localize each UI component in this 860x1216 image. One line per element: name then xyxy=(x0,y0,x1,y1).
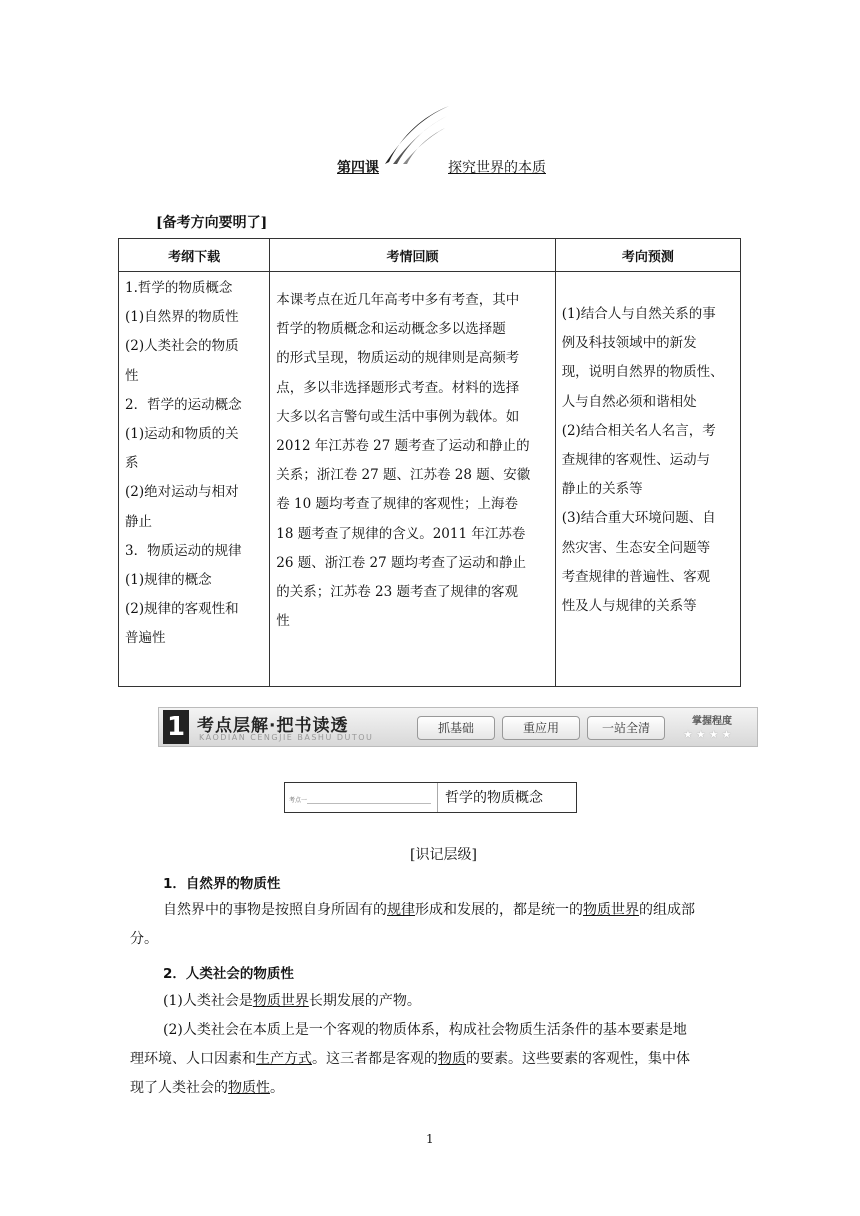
paragraph-3-line-3 xyxy=(130,1074,284,1103)
paragraph-1-cont: 分。 xyxy=(130,931,158,947)
text: (1)人类社会是 xyxy=(163,993,253,1009)
cell-line: 查规律的客观性、运动与 xyxy=(561,452,711,469)
all-in-one-button[interactable]: 一站全清 xyxy=(587,716,665,740)
cell-line: 性及人与规律的关系等 xyxy=(561,598,697,615)
syllabus-cell xyxy=(119,272,270,687)
heading-1: 1．自然界的物质性 xyxy=(163,876,281,892)
text: 的组成部 xyxy=(639,902,695,918)
concept-title: 哲学的物质概念 xyxy=(445,790,543,806)
concept-underline xyxy=(307,803,431,804)
text: 。 xyxy=(270,1080,284,1096)
lesson-number: 第四课 xyxy=(337,160,379,176)
cell-line: 性 xyxy=(125,367,139,384)
section-label: [备考方向要明了] xyxy=(156,215,268,231)
level-label: [识记层级] xyxy=(410,847,477,863)
lesson-name: 探究世界的本质 xyxy=(448,160,546,176)
paragraph-3-line-1: (2)人类社会在本质上是一个客观的物质体系，构成社会物质生活条件的基本要素是地 xyxy=(163,1022,687,1038)
forecast-cell xyxy=(555,272,740,687)
cell-line: (3)结合重大环境问题、自 xyxy=(561,510,716,527)
text: 形成和发展的，都是统一的 xyxy=(415,902,583,918)
text: 。这三者都是客观的 xyxy=(312,1051,438,1067)
cell-line: 系 xyxy=(125,455,139,472)
table-header: 考纲下载 xyxy=(119,239,270,272)
swoosh-decoration-icon xyxy=(383,104,453,166)
cell-line: 静止 xyxy=(125,513,152,530)
cell-line: (2)结合相关名人名言，考 xyxy=(561,422,716,439)
banner-title: 考点层解·把书读透 xyxy=(197,716,349,736)
paragraph-1 xyxy=(163,896,695,925)
cell-line: (1)规律的概念 xyxy=(125,572,212,589)
page-number: 1 xyxy=(426,1132,434,1146)
exam-plan-table xyxy=(118,238,741,687)
mastery-stars-icon: ★★★★ xyxy=(683,728,735,741)
cell-line: 本课考点在近几年高考中多有考查，其中 xyxy=(276,292,520,308)
cell-line: 考查规律的普遍性、客观 xyxy=(561,568,711,585)
key-term: 规律 xyxy=(387,902,415,918)
cell-line: (1)运动和物质的关 xyxy=(125,426,239,443)
table-header: 考向预测 xyxy=(555,239,740,272)
text: 自然界中的事物是按照自身所固有的 xyxy=(163,902,387,918)
table-header: 考情回顾 xyxy=(270,239,555,272)
cell-line: 1.哲学的物质概念 xyxy=(125,280,233,296)
key-term: 物质 xyxy=(438,1051,466,1067)
cell-line: 哲学的物质概念和运动概念多以选择题 xyxy=(276,321,506,338)
cell-line: 例及科技领域中的新发 xyxy=(561,335,697,352)
cell-line: 的形式呈现，物质运动的规律则是高频考 xyxy=(276,350,520,367)
key-term: 生产方式 xyxy=(256,1051,312,1067)
cell-line: 普遍性 xyxy=(125,630,166,647)
key-term: 物质世界 xyxy=(252,993,309,1009)
application-button[interactable]: 重应用 xyxy=(502,716,580,740)
paragraph-2 xyxy=(163,987,421,1016)
cell-line: 18 题考查了规律的含义。2011 年江苏卷 xyxy=(276,525,526,542)
text: 的要素。这些要素的客观性，集中体 xyxy=(466,1051,690,1067)
cell-line: 2．哲学的运动概念 xyxy=(125,396,242,413)
cell-line: 3．物质运动的规律 xyxy=(125,542,242,559)
cell-line: 现，说明自然界的物质性、 xyxy=(561,364,724,381)
cell-line: (1)自然界的物质性 xyxy=(125,309,239,326)
cell-line: 关系；浙江卷 27 题、江苏卷 28 题、安徽 xyxy=(276,467,531,484)
section-banner xyxy=(158,707,758,747)
banner-subtitle: KAODIAN CENGJIE BASHU DUTOU xyxy=(199,733,374,742)
paragraph-3-line-2 xyxy=(130,1045,690,1074)
cell-line: 然灾害、生态安全问题等 xyxy=(561,539,711,556)
text: 现了人类社会的 xyxy=(130,1080,228,1096)
cell-line: 人与自然必须和谐相处 xyxy=(561,393,697,410)
review-cell xyxy=(270,272,555,687)
text: 理环境、人口因素和 xyxy=(130,1051,256,1067)
key-term: 物质世界 xyxy=(583,902,639,918)
concept-small-label: 考点一 xyxy=(289,797,308,804)
cell-line: 的关系；江苏卷 23 题考查了规律的客观 xyxy=(276,584,518,601)
cell-line: 26 题、浙江卷 27 题均考查了运动和静止 xyxy=(276,554,526,571)
banner-number: 1 xyxy=(163,710,189,744)
cell-line: (1)结合人与自然关系的事 xyxy=(561,306,716,322)
cell-line: (2)人类社会的物质 xyxy=(125,338,239,355)
cell-line: 静止的关系等 xyxy=(561,481,643,498)
text: 长期发展的产物。 xyxy=(308,993,421,1009)
heading-2: 2．人类社会的物质性 xyxy=(163,966,294,982)
cell-line: 性 xyxy=(276,613,290,630)
mastery-label: 掌握程度 xyxy=(692,716,732,727)
basics-button[interactable]: 抓基础 xyxy=(417,716,495,740)
concept-box-left xyxy=(285,783,438,812)
lesson-title xyxy=(337,157,546,177)
cell-line: 点，多以非选择题形式考查。材料的选择 xyxy=(276,379,520,396)
table-row xyxy=(119,272,741,687)
concept-box xyxy=(284,782,577,813)
cell-line: 2012 年江苏卷 27 题考查了运动和静止的 xyxy=(276,438,530,455)
cell-line: 卷 10 题均考查了规律的客观性；上海卷 xyxy=(276,496,518,513)
table-header-row xyxy=(119,239,741,272)
cell-line: (2)绝对运动与相对 xyxy=(125,484,239,501)
cell-line: 大多以名言警句或生活中事例为载体。如 xyxy=(276,408,520,425)
key-term: 物质性 xyxy=(228,1080,270,1096)
cell-line: (2)规律的客观性和 xyxy=(125,601,239,618)
